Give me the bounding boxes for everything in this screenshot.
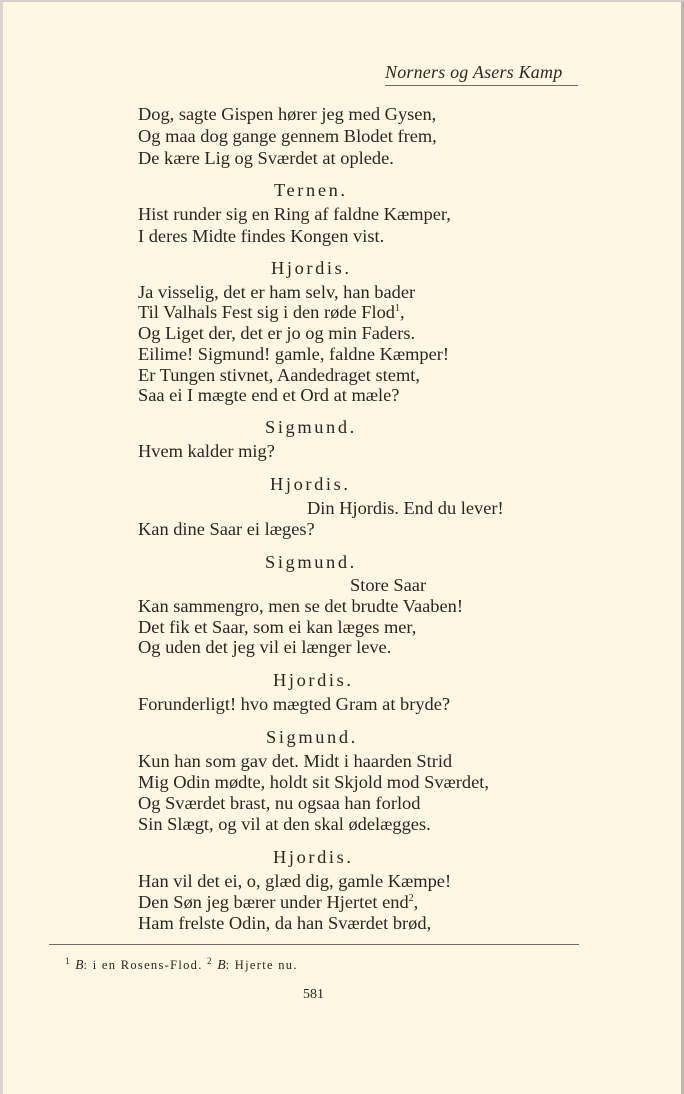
verse-line: Saa ei I mægte end et Ord at mæle?	[138, 385, 400, 405]
verse-line: Det fik et Saar, som ei kan læges mer,	[138, 617, 417, 637]
verse-punct: ,	[399, 302, 405, 322]
speaker-name: Hjordis.	[273, 670, 354, 690]
verse-text: Den Søn jeg bærer under Hjertet end	[138, 892, 409, 912]
verse-line: De kære Lig og Sværdet at oplede.	[138, 148, 394, 168]
verse-text: Til Valhals Fest sig i den røde Flod	[138, 302, 395, 322]
verse-line: Kan dine Saar ei læges?	[138, 519, 315, 539]
verse-line: Sin Slægt, og vil at den skal ødelægges.	[138, 814, 431, 834]
speaker-name: Sigmund.	[265, 552, 357, 572]
verse-line: Er Tungen stivnet, Aandedraget stemt,	[138, 365, 420, 385]
speaker-name: Sigmund.	[265, 417, 357, 437]
verse-line: Og Liget der, det er jo og min Faders.	[138, 323, 416, 343]
verse-line: Store Saar	[350, 575, 427, 595]
speaker-name: Hjordis.	[273, 847, 354, 867]
verse-punct: ,	[413, 892, 419, 912]
verse-line	[138, 891, 418, 913]
verse-line: Din Hjordis. End du lever!	[307, 498, 504, 518]
verse-line: Kan sammengro, men se det brudte Vaaben!	[138, 596, 463, 616]
verse-line: Forunderligt! hvo mægted Gram at bryde?	[138, 694, 451, 714]
speaker-name: Hjordis.	[270, 474, 351, 494]
running-head: Norners og Asers Kamp	[385, 62, 563, 82]
verse-line: Og Sværdet brast, nu ogsaa han forlod	[138, 793, 421, 813]
verse-line	[138, 301, 405, 323]
verse-line: Ja visselig, det er ham selv, han bader	[138, 282, 416, 302]
verse-line: Og maa dog gange gennem Blodet frem,	[138, 126, 437, 146]
running-head-rule	[385, 85, 578, 86]
footnote-2: $^2$ B: Hjerte nu.	[207, 956, 298, 972]
speaker-name: Ternen.	[274, 180, 348, 200]
speaker-name: Sigmund.	[266, 727, 358, 747]
verse-line: Kun han som gav det. Midt i haarden Strid	[138, 751, 453, 771]
footnote-rule	[49, 944, 579, 945]
footnote-ref: 1	[394, 303, 400, 314]
verse-line: Dog, sagte Gispen hører jeg med Gysen,	[138, 104, 437, 124]
verse-line: Han vil det ei, o, glæd dig, gamle Kæmpe!	[138, 871, 452, 891]
footnote-1: $^1$ B: i en Rosens-Flod.	[65, 956, 203, 972]
page-number: 581	[303, 987, 324, 1002]
footnotes	[65, 957, 298, 973]
verse-line: I deres Midte findes Kongen vist.	[138, 226, 385, 246]
verse-line: Eilime! Sigmund! gamle, faldne Kæmper!	[138, 344, 450, 364]
footnote-ref: 2	[408, 893, 414, 904]
verse-line: Ham frelste Odin, da han Sværdet brød,	[138, 913, 432, 933]
verse-line: Hvem kalder mig?	[138, 441, 275, 461]
verse-line: Hist runder sig en Ring af faldne Kæmper,	[138, 204, 451, 224]
verse-line: Mig Odin mødte, holdt sit Skjold mod Sværdet,	[138, 772, 489, 792]
speaker-name: Hjordis.	[271, 258, 352, 278]
verse-line: Og uden det jeg vil ei længer leve.	[138, 637, 392, 657]
